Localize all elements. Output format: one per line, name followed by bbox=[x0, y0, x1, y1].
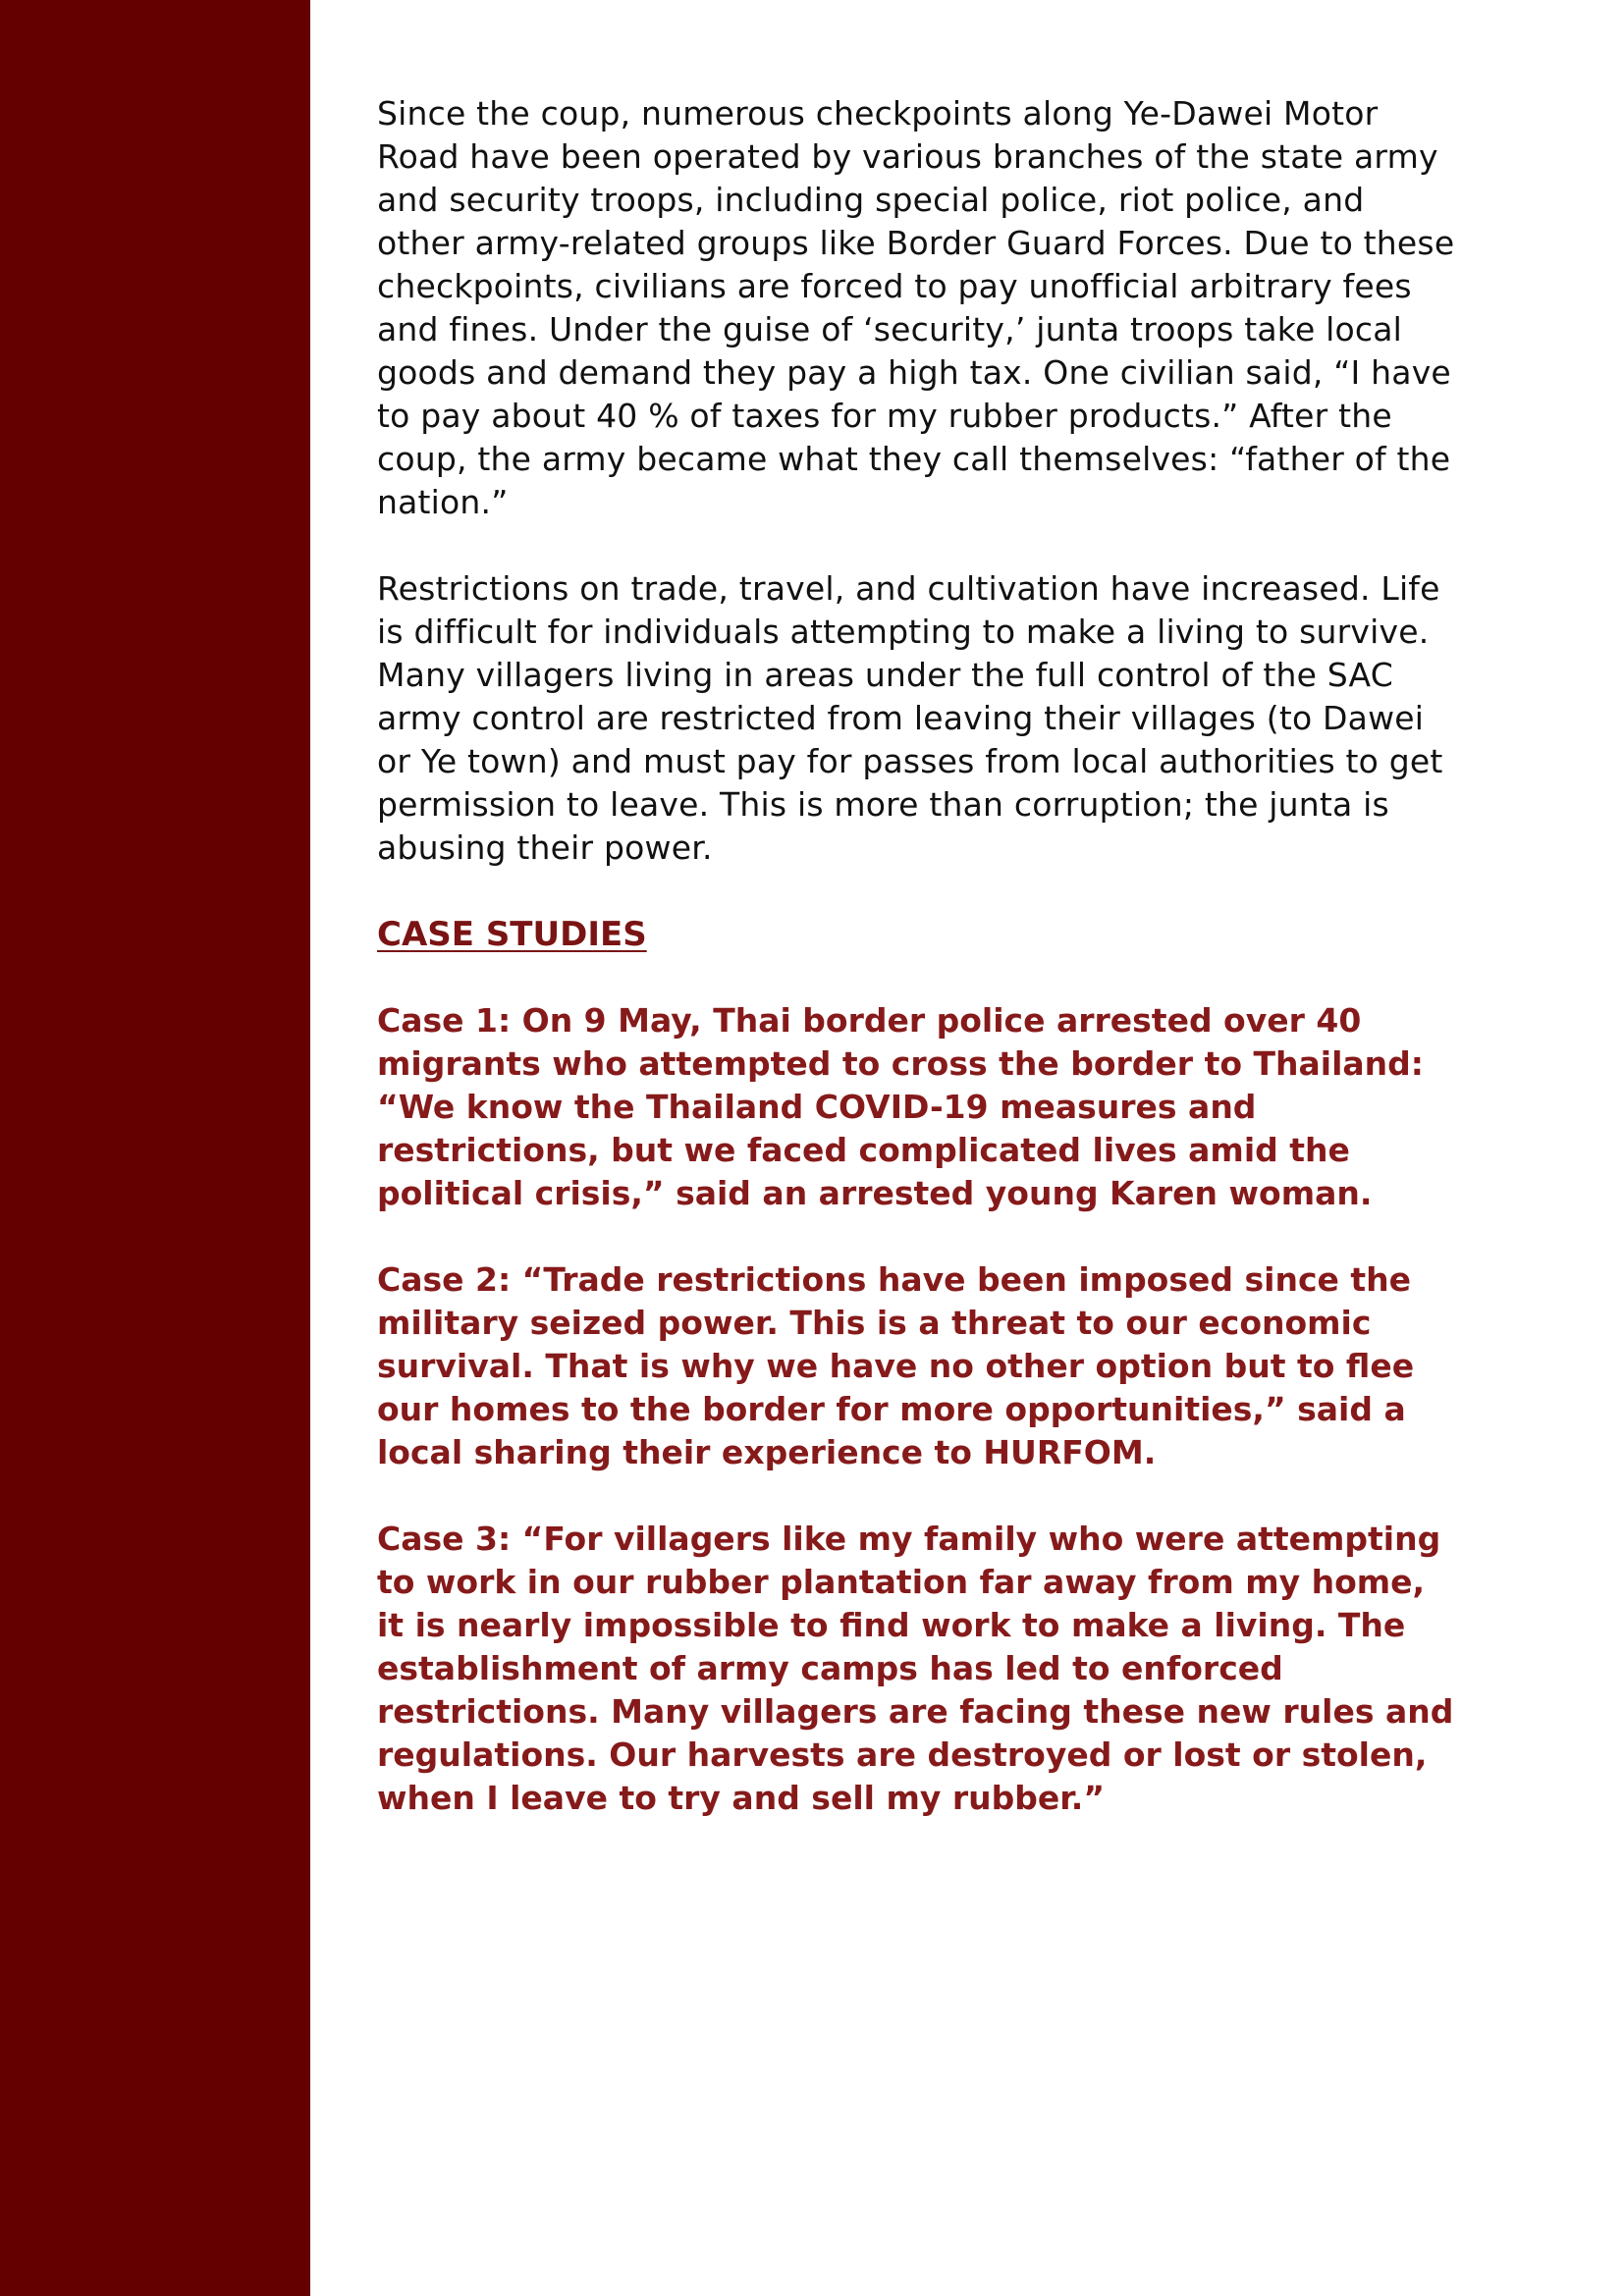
case-study-3: Case 3: “For villagers like my family who were attempting to work in our rubber plantation far away from my home, it is nearly impossible to find work to make a living. The establishment of army camps has led to enforced restrictions. Many villagers are facing these new rules and regulations. Our harvests are destroyed or lost or stolen, when I leave to try and sell my rubber.” bbox=[377, 1520, 1454, 1817]
body-paragraph-checkpoints: Since the coup, numerous checkpoints along Ye-Dawei Motor Road have been operated by various branches of the state army and security troops, including special police, riot police, and other army-related groups like Border Guard Forces. Due to these checkpoints, civilians are forced to pay unofficial arbitrary fees and fines. Under the guise of ‘security,’ junta troops take local goods and demand they pay a high tax. One civilian said, “I have to pay about 40 % of taxes for my rubber products.” After the coup, the army became what they call themselves: “father of the nation.” bbox=[377, 94, 1455, 521]
body-paragraph-restrictions: Restrictions on trade, travel, and cultivation have increased. Life is difficult for individuals attempting to make a living to survive. Many villagers living in areas under the full control of the SAC army control are restricted from leaving their villages (to Dawei or Ye town) and must pay for passes from local authorities to get permission to leave. This is more than corruption; the junta is abusing their power. bbox=[377, 569, 1443, 867]
page-content bbox=[377, 92, 1457, 1863]
case-study-2: Case 2: “Trade restrictions have been imposed since the military seized power. This is a threat to our economic survival. That is why we have no other option but to flee our homes to the border for more opportunities,” said a local sharing their experience to HURFOM. bbox=[377, 1260, 1415, 1471]
case-studies-heading: CASE STUDIES bbox=[377, 915, 647, 954]
case-study-1: Case 1: On 9 May, Thai border police arrested over 40 migrants who attempted to cross the border to Thailand: “We know the Thailand COVID-19 measures and restrictions, but we faced complicated lives amid the political crisis,” said an arrested young Karen woman. bbox=[377, 1001, 1424, 1212]
page-sidebar-band bbox=[0, 0, 310, 2296]
